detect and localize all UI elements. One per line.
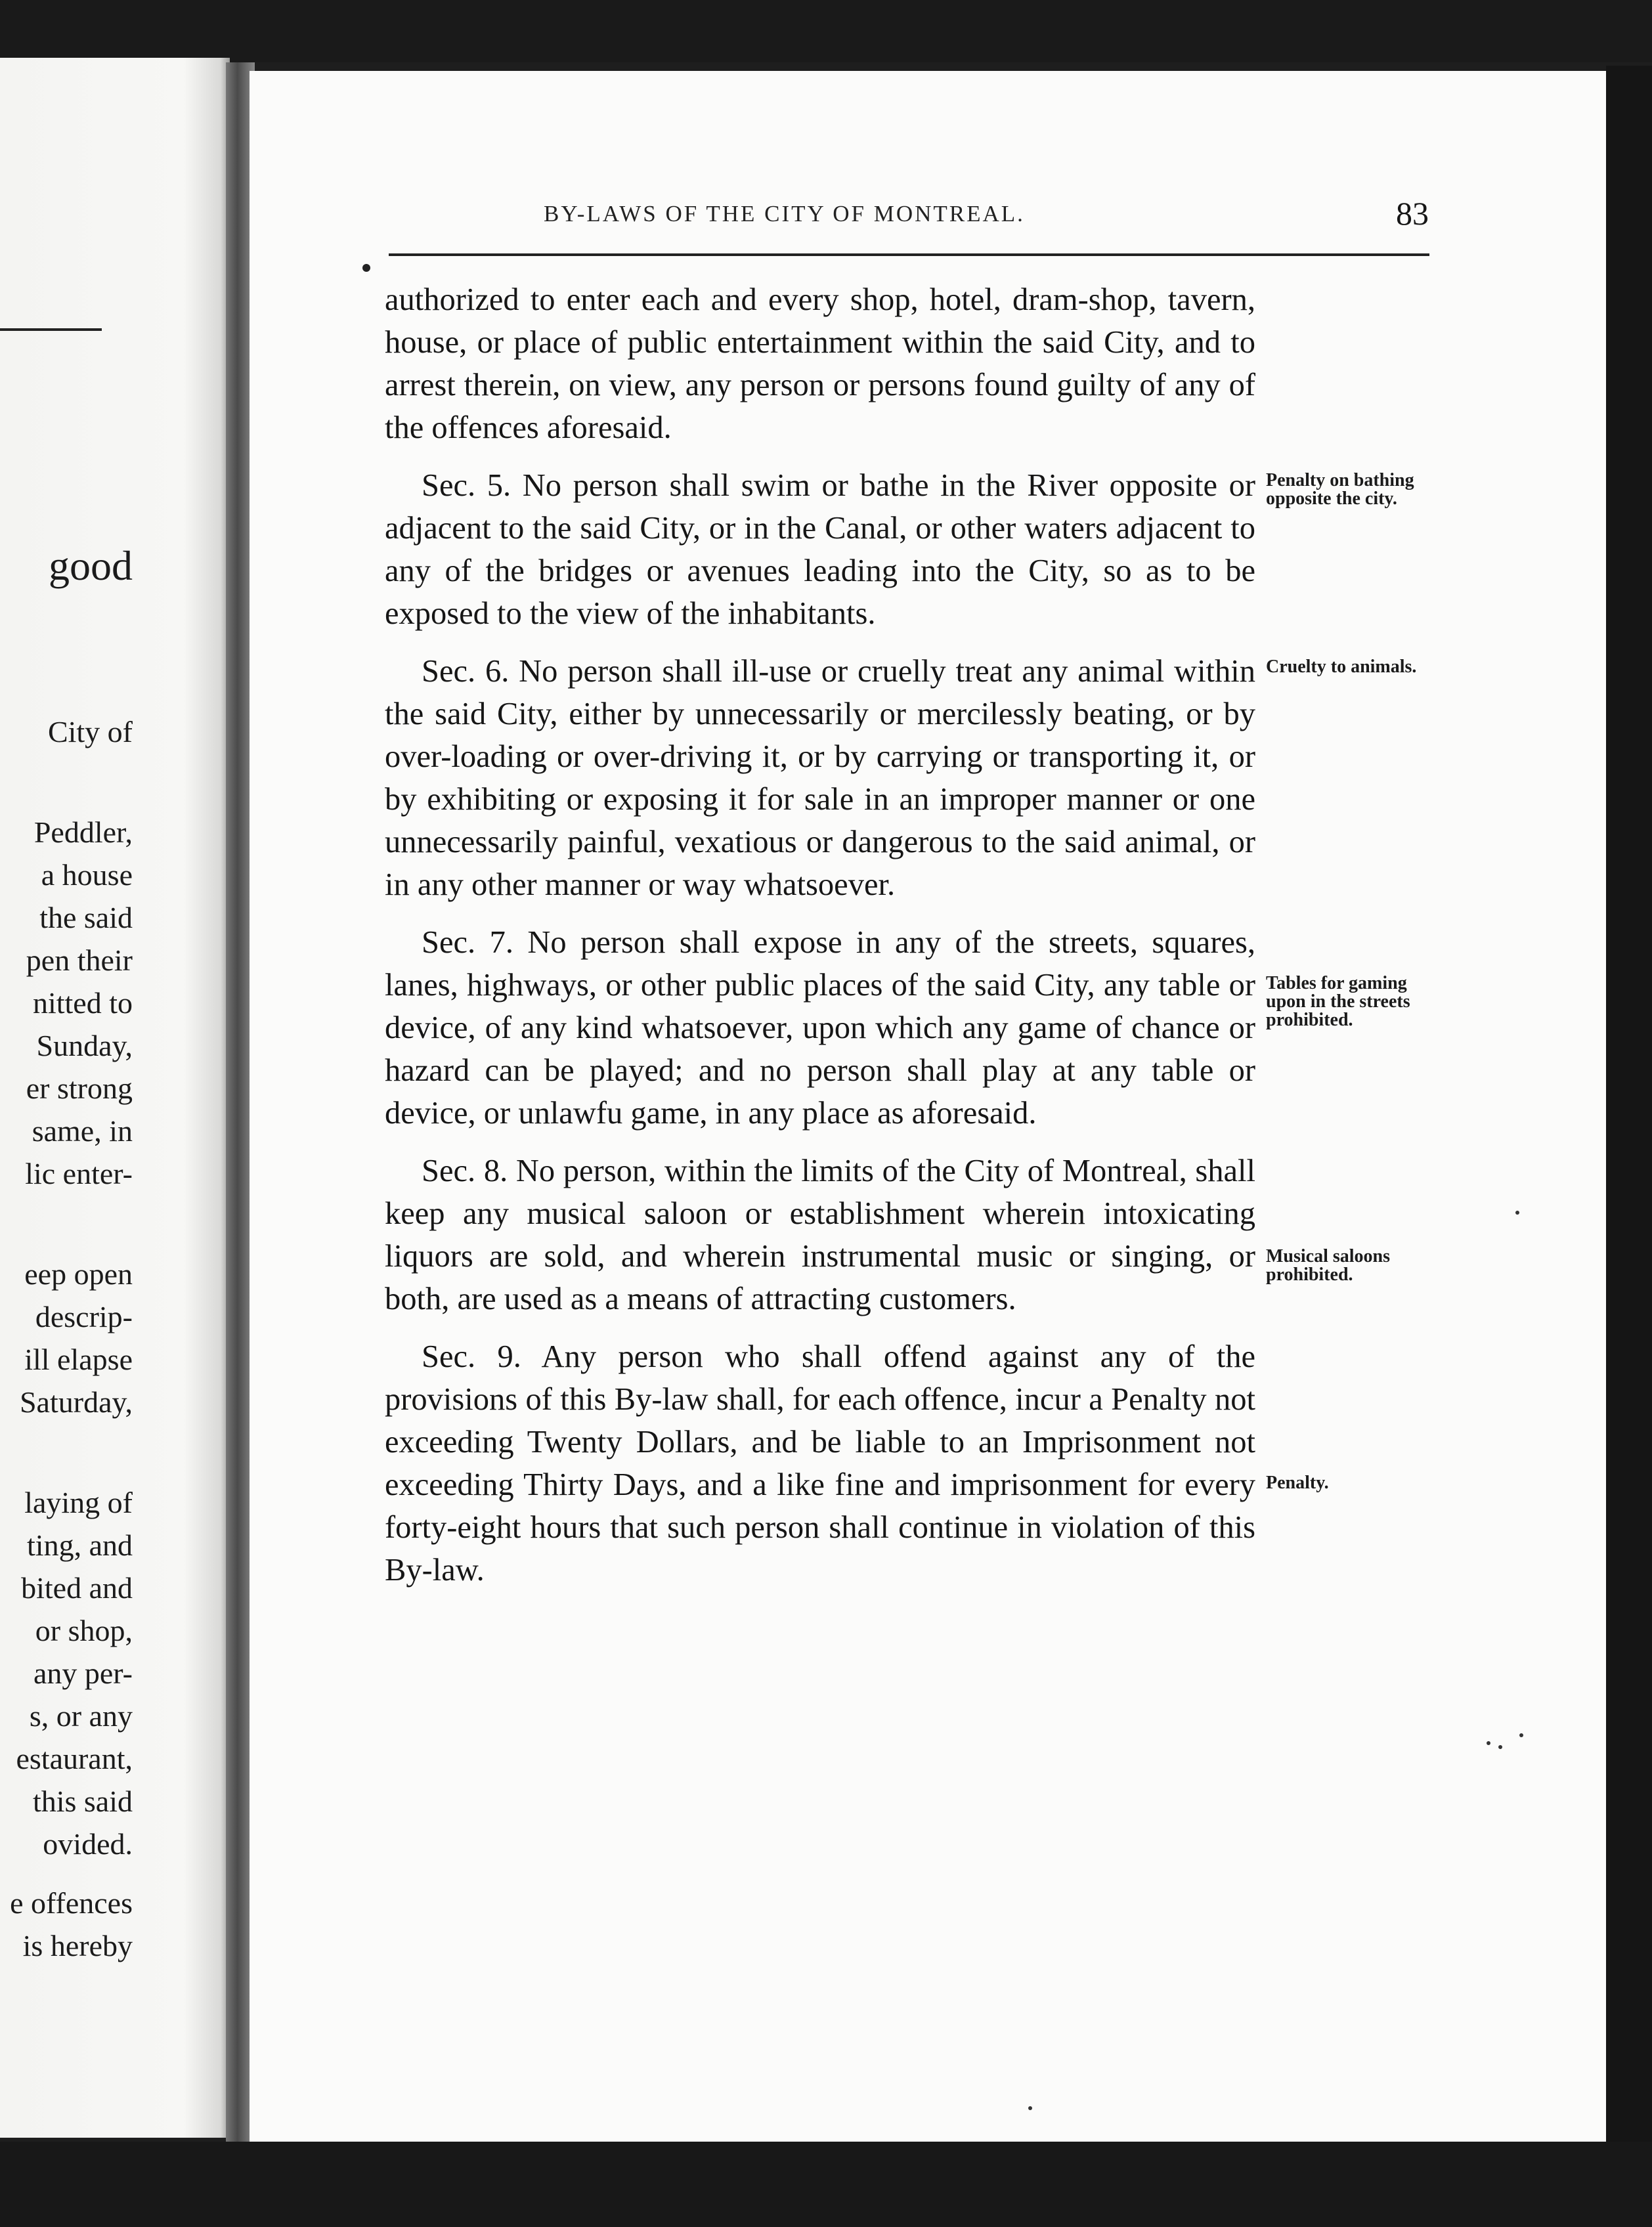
facing-page-line: estaurant, [16, 1742, 133, 1775]
scan-top-border [0, 0, 1652, 62]
margin-note-musical-saloons: Musical saloons prohibited. [1266, 1246, 1391, 1285]
margin-note-bathing: Penalty on bathing opposite the city. [1266, 470, 1414, 509]
facing-page-line: good [49, 542, 133, 589]
facing-page-line: e offences [10, 1886, 133, 1920]
scan-speck [1519, 1733, 1523, 1737]
facing-page-line: ovided. [43, 1827, 133, 1861]
facing-page-line: same, in [32, 1114, 133, 1148]
page-number: 83 [1396, 195, 1429, 232]
scan-speck [1487, 1741, 1490, 1745]
margin-note-gaming: Tables for gaming upon in the streets prohibited. [1266, 973, 1410, 1030]
facing-page-line: bited and [21, 1571, 133, 1605]
facing-page [0, 58, 230, 2138]
facing-page-line: a house [41, 858, 133, 892]
body-text [385, 278, 1255, 1607]
facing-page-line: the said [39, 901, 133, 934]
facing-page-line: descrip- [35, 1300, 133, 1333]
paragraph-sec-8: Sec. 8. No person, within the limits of the City of Montreal, shall keep any musical saloon or establishment wherein intoxicating liquors are sold, and wherein instrumental music or singing, or both, are used as a means of attracting customers. [385, 1154, 1255, 1316]
running-head: BY-LAWS OF THE CITY OF MONTREAL. [544, 201, 1025, 227]
margin-note-penalty: Penalty. [1266, 1473, 1329, 1493]
margin-note-cruelty: Cruelty to animals. [1266, 657, 1417, 677]
facing-page-line: s, or any [29, 1699, 133, 1733]
facing-page-line: Peddler, [33, 815, 133, 849]
facing-page-line: ting, and [27, 1528, 133, 1562]
facing-page-line: eep open [24, 1257, 133, 1291]
scan-speck [1028, 2106, 1032, 2110]
paragraph-sec-5: Sec. 5. No person shall swim or bathe in the River opposite or adjacent to the said City, or in the Canal, or other waters adjacent to any of the bridges or avenues leading into the City, so as to be exposed to the view of the inhabitants. [385, 468, 1255, 631]
scan-speck [1515, 1211, 1519, 1215]
paragraph-continuation: authorized to enter each and every shop, hotel, dram-shop, tavern, house, or place of public entertainment within the said City, and to arrest therein, on view, any person or persons found guilty of any of the offences aforesaid. [385, 282, 1255, 445]
facing-page-line: pen their [26, 943, 133, 977]
facing-page-line: any per- [33, 1656, 133, 1690]
facing-page-rule [0, 328, 102, 331]
facing-page-line: Sunday, [36, 1029, 133, 1062]
ink-dot [362, 264, 370, 272]
scan-bottom-border [0, 2142, 1652, 2227]
facing-page-line: lic enter- [25, 1157, 133, 1190]
facing-page-line: nitted to [32, 986, 133, 1020]
scan-speck [1498, 1745, 1502, 1749]
paragraph-sec-9: Sec. 9. Any person who shall offend against any of the provisions of this By-law shall, for each offence, incur a Penalty not exceeding Twenty Dollars, and be liable to an Imprisonment not exceeding Thirty Days, and a like fine and imprisonment for every forty-eight hours that such person shall continue in violation of this By-law. [385, 1339, 1255, 1588]
facing-page-line: is hereby [22, 1929, 133, 1962]
scan-right-border [1606, 66, 1652, 2167]
paragraph-sec-6: Sec. 6. No person shall ill-use or cruelly treat any animal within the said City, either by unnecessarily or mercilessly beating, or by over-loading or over-driving it, or by carrying or transporting it, or by exhibiting or exposing it for sale in an improper manner or one unnecessarily painful, vexatious or dangerous to the said animal, or in any other manner or way whatsoever. [385, 654, 1255, 902]
facing-page-line: Saturday, [19, 1385, 133, 1419]
facing-page-line: City of [47, 715, 133, 748]
paragraph-sec-7: Sec. 7. No person shall expose in any of the streets, squares, lanes, highways, or other public places of the said City, any table or device, of any kind whatsoever, upon which any game of chance or hazard can be played; and no person shall play at any table or device, or unlawfu game, in any place as aforesaid. [385, 925, 1255, 1131]
facing-page-line: er strong [26, 1071, 133, 1105]
facing-page-line: or shop, [35, 1614, 133, 1647]
facing-page-line: this said [32, 1784, 133, 1818]
facing-page-line: laying of [24, 1486, 133, 1519]
header-rule [389, 253, 1429, 256]
facing-page-line: ill elapse [24, 1343, 133, 1376]
